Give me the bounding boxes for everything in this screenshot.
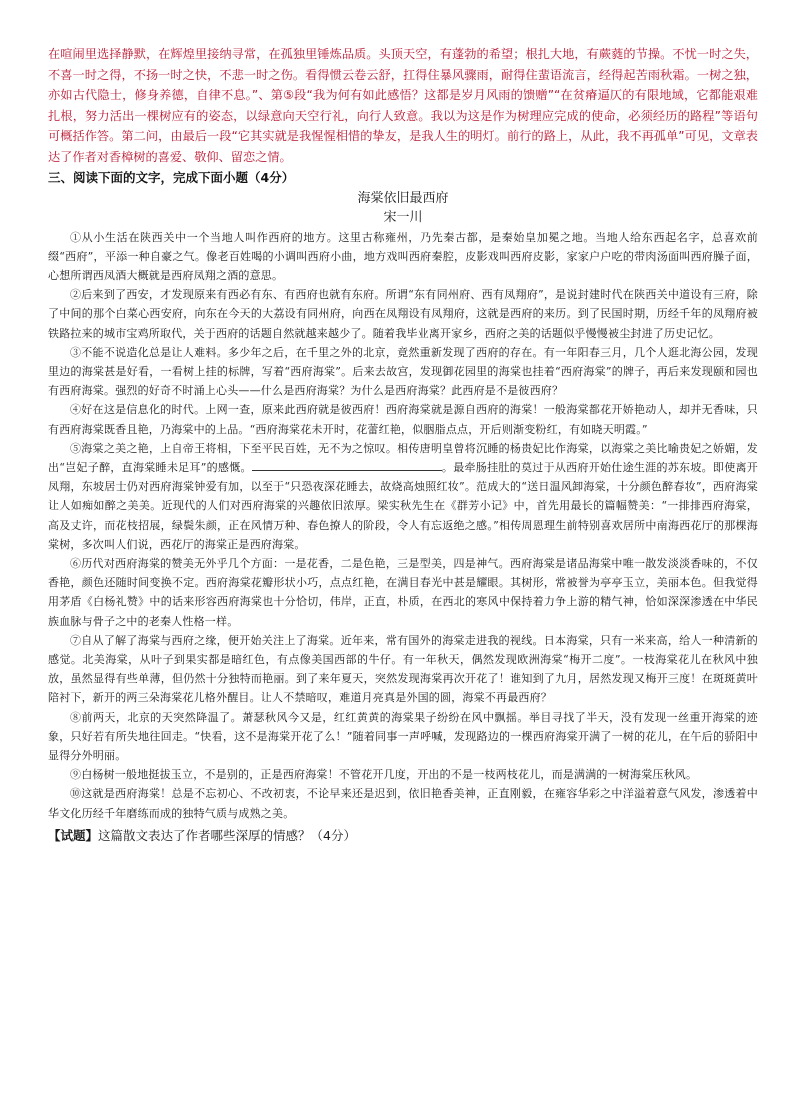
paragraph-3: ③不能不说造化总是让人难料。多少年之后，在千里之外的北京，竟然重新发现了西府的存在。有一年阳春三月，几个人逛北海公园，发现里边的海棠甚是好看，一看树上挂的标牌，写着“西府海棠”。后来去故宫，发现御花园里的海棠也挂着“西府海棠”的牌子，再后来发现颐和园也有西府海棠。强烈的好奇不时涌上心头——什么是西府海棠？为什么是西府海棠？此西府是不是彼西府？ <box>48 345 758 398</box>
article-title: 海棠依旧最西府 <box>357 190 449 206</box>
paragraph-6: ⑥历代对西府海棠的赞美无外乎几个方面：一是花香，二是色艳，三是型美，四是神气。西府海棠是诸品海棠中唯一散发淡淡香味的，不仅香艳，颜色还随时间变换不定。西府海棠花瓣形状小巧，点点红艳，在满目春光中甚是耀眼。其树形，常被誉为亭亭玉立，美丽本色。但我觉得用茅盾《白杨礼赞》中的话来形容西府海棠也十分恰切，伟岸，正直，朴质，在西北的寒风中保持着力争上游的精气神，恰如深深渗透在中华民族血脉与骨子之中的老秦人性格一样。 <box>48 557 758 628</box>
paragraph-1: ①从小生活在陕西关中一个当地人叫作西府的地方。这里古称雍州，乃先秦古都，是秦始皇加冕之地。当地人给东西起名字，总喜欢前缀“西府”，平添一种自豪之气。像老百姓喝的小调叫西府小曲，地方戏叫西府秦腔，皮影戏叫西府皮影，家家户户吃的带肉汤面叫西府臊子面，心想所谓西凤酒大概就是西府凤翔之酒的意思。 <box>48 230 758 282</box>
section-heading: 三、阅读下面的文字，完成下面小题（4分） <box>48 169 295 185</box>
paragraph-2: ②后来到了西安，才发现原来有西必有东、有西府也就有东府。所谓“东有同州府、西有凤翔府”，是说封建时代在陕西关中道设有三府，除了中间的那个白菜心西安府，向东在今天的大荔设有同州府，向西在凤翔设有凤翔府，这就是西府的来历。到了民国时期，历经千年的凤翔府被铁路拉来的城市宝鸡所取代，关于西府的话题自然就越来越少了。随着我毕业离开家乡，西府之美的话题似乎慢慢被尘封进了历史记忆。 <box>48 288 758 340</box>
document-page <box>48 0 758 1119</box>
question-text: 这篇散文表达了作者哪些深厚的情感？（4分） <box>98 827 356 843</box>
fill-in-blank[interactable] <box>252 458 442 471</box>
paragraph-4: ④好在这是信息化的时代。上网一查，原来此西府就是彼西府！西府海棠就是源自西府的海棠！一般海棠都花开娇艳动人，却并无香味，只有西府海棠既香且艳，乃海棠中的上品。“西府海棠花未开时，花蕾红艳，似胭脂点点，开后则渐变粉红，有如晓天明霞。” <box>48 403 758 436</box>
paragraph-7: ⑦自从了解了海棠与西府之缘，便开始关注上了海棠。近年来，常有国外的海棠走进我的视线。日本海棠，只有一米来高，给人一种清新的感觉。北美海棠，从叶子到果实都是暗红色，有点像美国西部的牛仔。有一年秋天，偶然发现欧洲海棠“梅开二度”。一枝海棠花儿在秋风中独放，虽然显得有些单薄，但仍然十分独特而艳丽。到了来年夏天，突然发现海棠再次开花了！谁知到了九月，居然发现又梅开三度！在斑斑黄叶陪衬下，新开的两三朵海棠花儿格外醒目。让人不禁暗叹，难道月亮真是外国的圆，海棠不再最西府？ <box>48 633 758 705</box>
paragraph-10: ⑩这就是西府海棠！总是不忘初心、不改初衷，不论早来还是迟到，依旧艳香美神，正直刚毅，在雍容华彩之中洋溢着意气风发，渗透着中华文化历经千年磨练而成的独特气质与成熟之美。 <box>48 787 758 820</box>
question <box>48 826 758 846</box>
article-author: 宋一川 <box>383 209 423 225</box>
paragraph-8: ⑧前两天，北京的天突然降温了。萧瑟秋风今又是，红红黄黄的海棠果子纷纷在风中飘摇。举目寻找了半天，没有发现一丝重开海棠的迹象，只好若有所失地往回走。“快看，这不是海棠开花了么！”随着同事一声呼喊，发现路边的一棵西府海棠开满了一树的花儿，在午后的骄阳中显得分外明丽。 <box>48 710 758 763</box>
paragraph-5-end: 。最牵肠挂肚的莫过于从西府开始仕途生涯的苏东坡。即使离开凤翔，东坡居士仍对西府海棠钟爱有加，以至于“只恐夜深花睡去，故烧高烛照红妆”。范成大的“送日温风卸海棠，十分颜色醉春妆”，西府海棠让人如痴如醉之美美。近现代的人们对西府海棠的兴趣依旧浓厚。梁实秋先生在《群芳小记》中，首先用最长的篇幅赞美：“一排排西府海棠，高及丈许，而花枝招展，绿鬓朱颜，正在风情万种、春色撩人的阶段，令人有忘返绝之感。”相传周恩理生前特别喜欢居所中南海西花厅的那棵海棠树，多次叫人们说，西花厅的海棠正是西府海棠。 <box>48 461 758 551</box>
paragraph-5-start: ⑤海棠之美之艳，上自帝王将相，下至平民百姓，无不为之惊叹。相传唐明皇曾将沉睡的杨贵妃比作海棠，以海棠之美比喻贵妃之娇媚，发出“岂妃子醉，直海棠睡未足耳”的感慨。 <box>48 441 758 474</box>
paragraph-5 <box>48 439 758 554</box>
paragraph-9: ⑨白杨树一般地挺拔玉立，不是别的，正是西府海棠！不管花开几度，开出的不是一枝两枝花儿，而是满满的一树海棠压秋风。 <box>70 768 698 782</box>
answer-explanation: 在喧闹里选择静默，在辉煌里接纳寻常，在孤独里锤炼品质。头顶天空，有蓬勃的希望；根扎大地，有蕨蕤的节操。不忧一时之失，不喜一时之得，不扬一时之快，不悲一时之伤。看得惯云卷云舒，扛得住暴风骤雨，耐得住蜚语流言，经得起苦雨秋霜。一树之独，亦如古代隐士，修身养德，自律不息。”、第⑤段“我为何有如此感悟？这都是岁月风雨的馈赠”“在贫瘠逼仄的有限地域，它都能艰难扎根，努力活出一棵树应有的姿态，以绿意向天空行礼，向行人致意。我以为这是作为树理应完成的使命，必须经历的路程”等语句可概括作答。第二问，由最后一段“它其实就是我惺惺相惜的挚友，是我人生的明灯。前行的路上，从此，我不再孤单”可见，文章表达了作者对香樟树的喜爱、敬仰、留恋之情。 <box>48 47 758 164</box>
question-tag: 【试题】 <box>48 827 99 843</box>
